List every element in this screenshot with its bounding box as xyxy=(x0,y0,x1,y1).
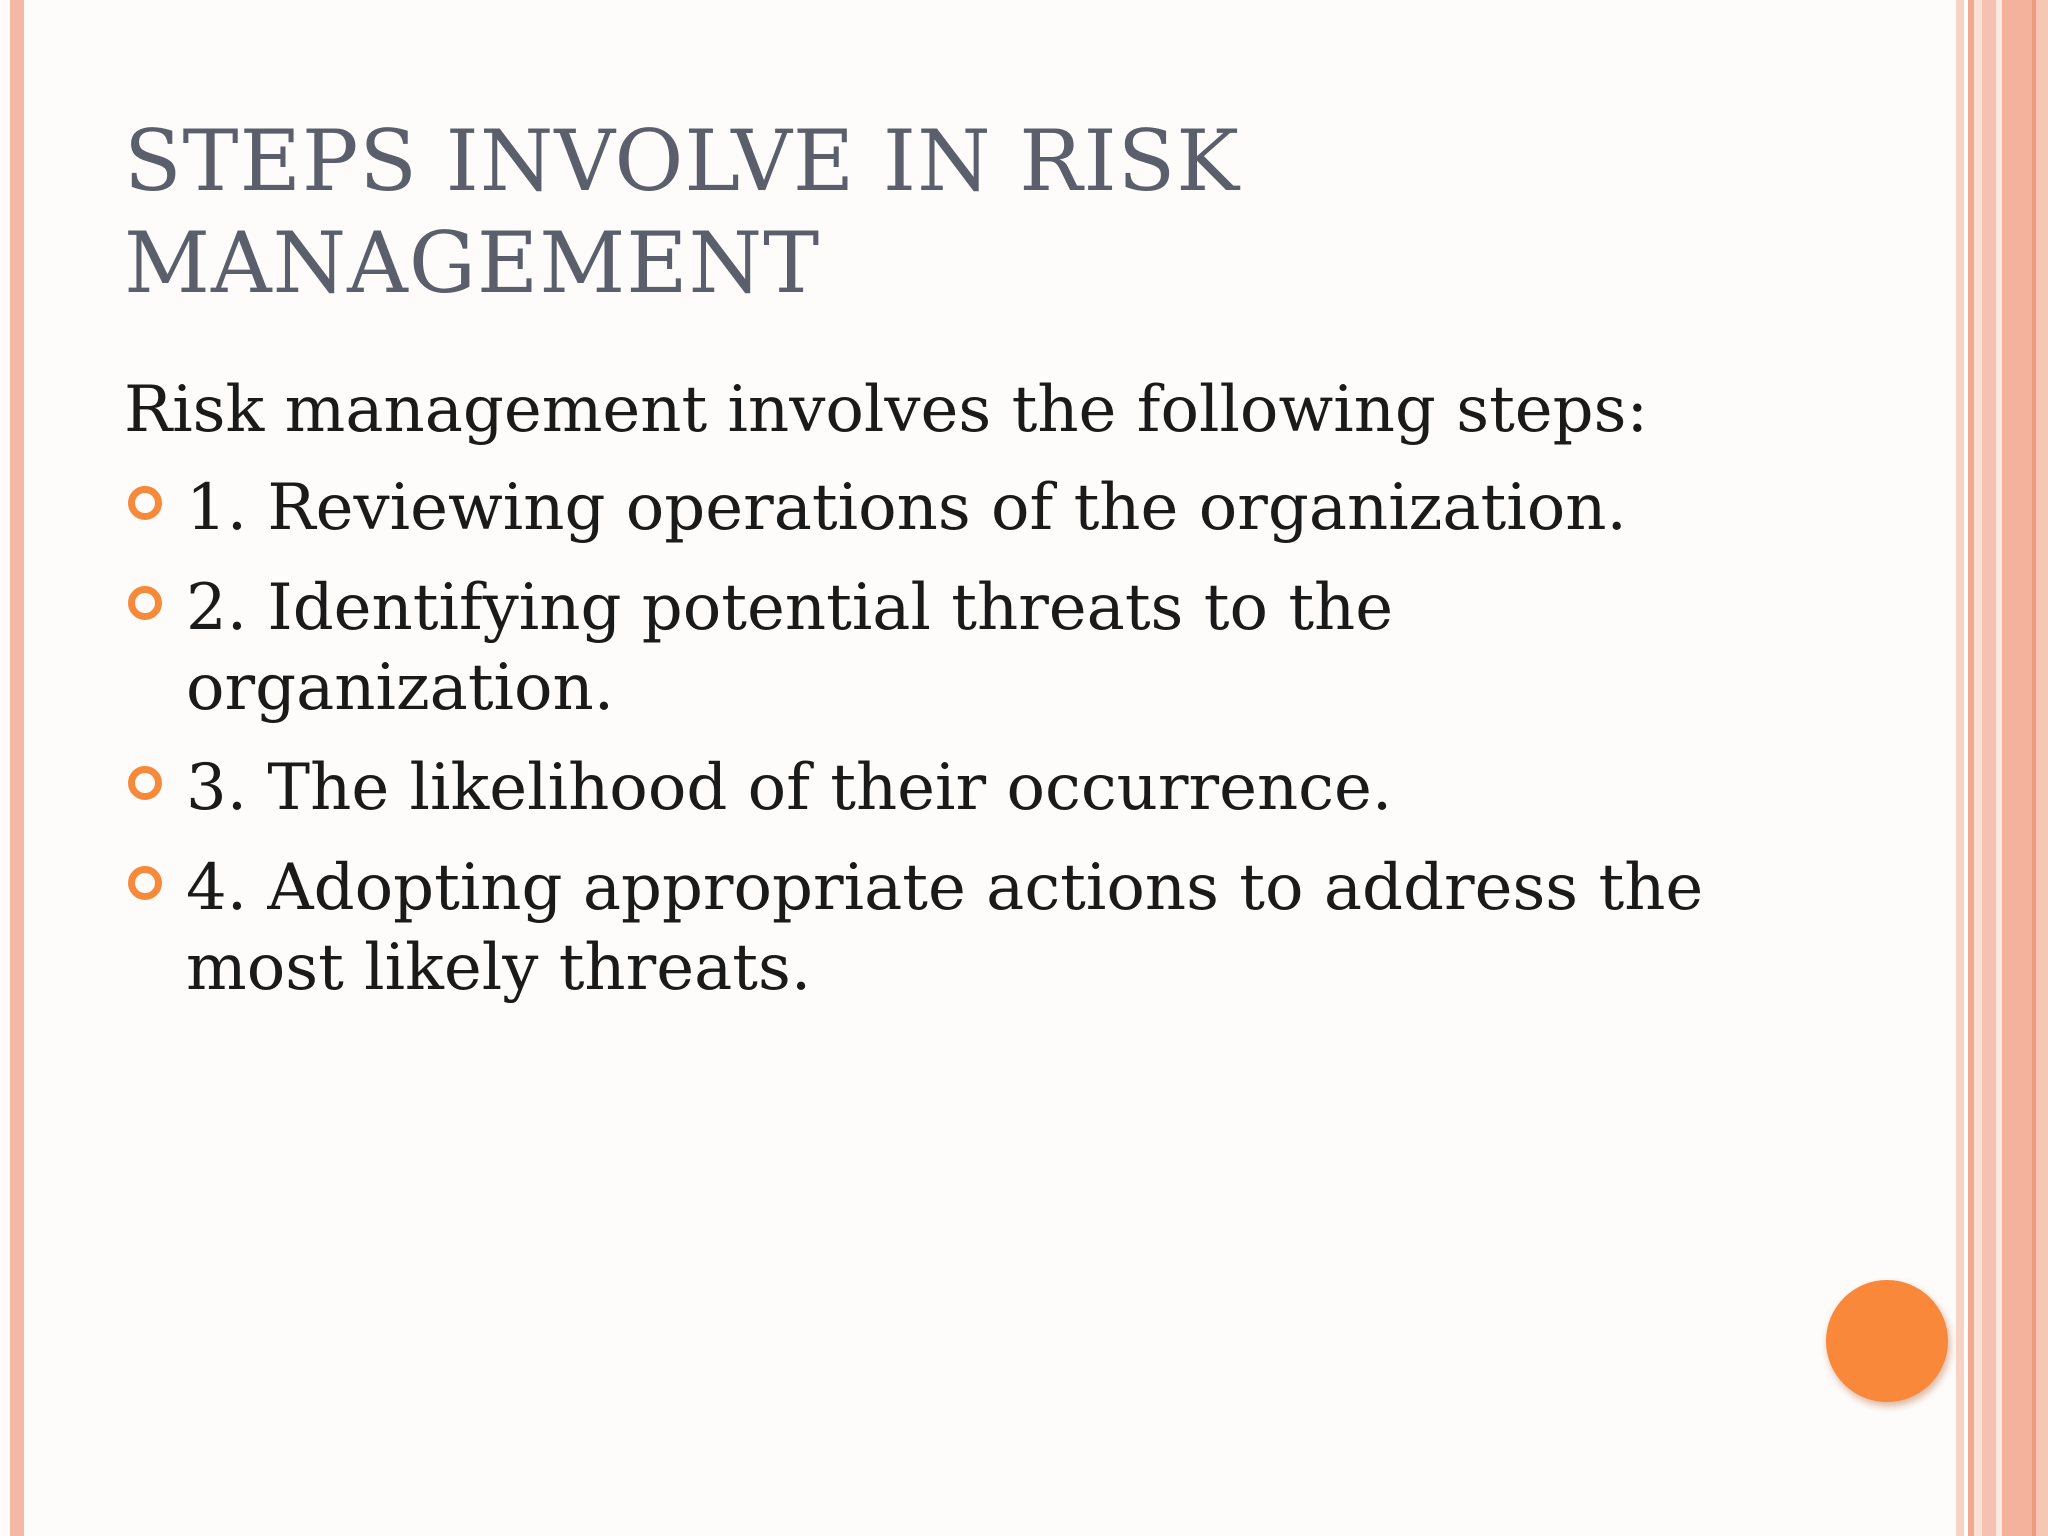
bullet-item xyxy=(124,748,1764,828)
intro-text: Risk management involves the following steps: xyxy=(124,373,1649,447)
hollow-circle-icon xyxy=(128,486,162,520)
bullet-text: 2. Identifying potential threats to the organization. xyxy=(186,571,1394,725)
slide-title: STEPS INVOLVE IN RISK MANAGEMENT xyxy=(124,112,1240,312)
bullet-item xyxy=(124,568,1764,728)
hollow-circle-icon xyxy=(128,766,162,800)
bullet-item xyxy=(124,848,1764,1008)
hollow-circle-icon xyxy=(128,866,162,900)
left-border-stripe xyxy=(10,0,24,1536)
bullet-text: 1. Reviewing operations of the organization. xyxy=(186,471,1627,545)
bullet-item xyxy=(124,468,1764,548)
bullet-text: 3. The likelihood of their occurrence. xyxy=(186,751,1393,825)
orange-circle-decoration xyxy=(1826,1280,1948,1402)
right-decorative-stripes xyxy=(1956,0,2048,1536)
bullet-text: 4. Adopting appropriate actions to address the most likely threats. xyxy=(186,851,1704,1005)
bullet-list xyxy=(124,468,1764,1028)
hollow-circle-icon xyxy=(128,586,162,620)
